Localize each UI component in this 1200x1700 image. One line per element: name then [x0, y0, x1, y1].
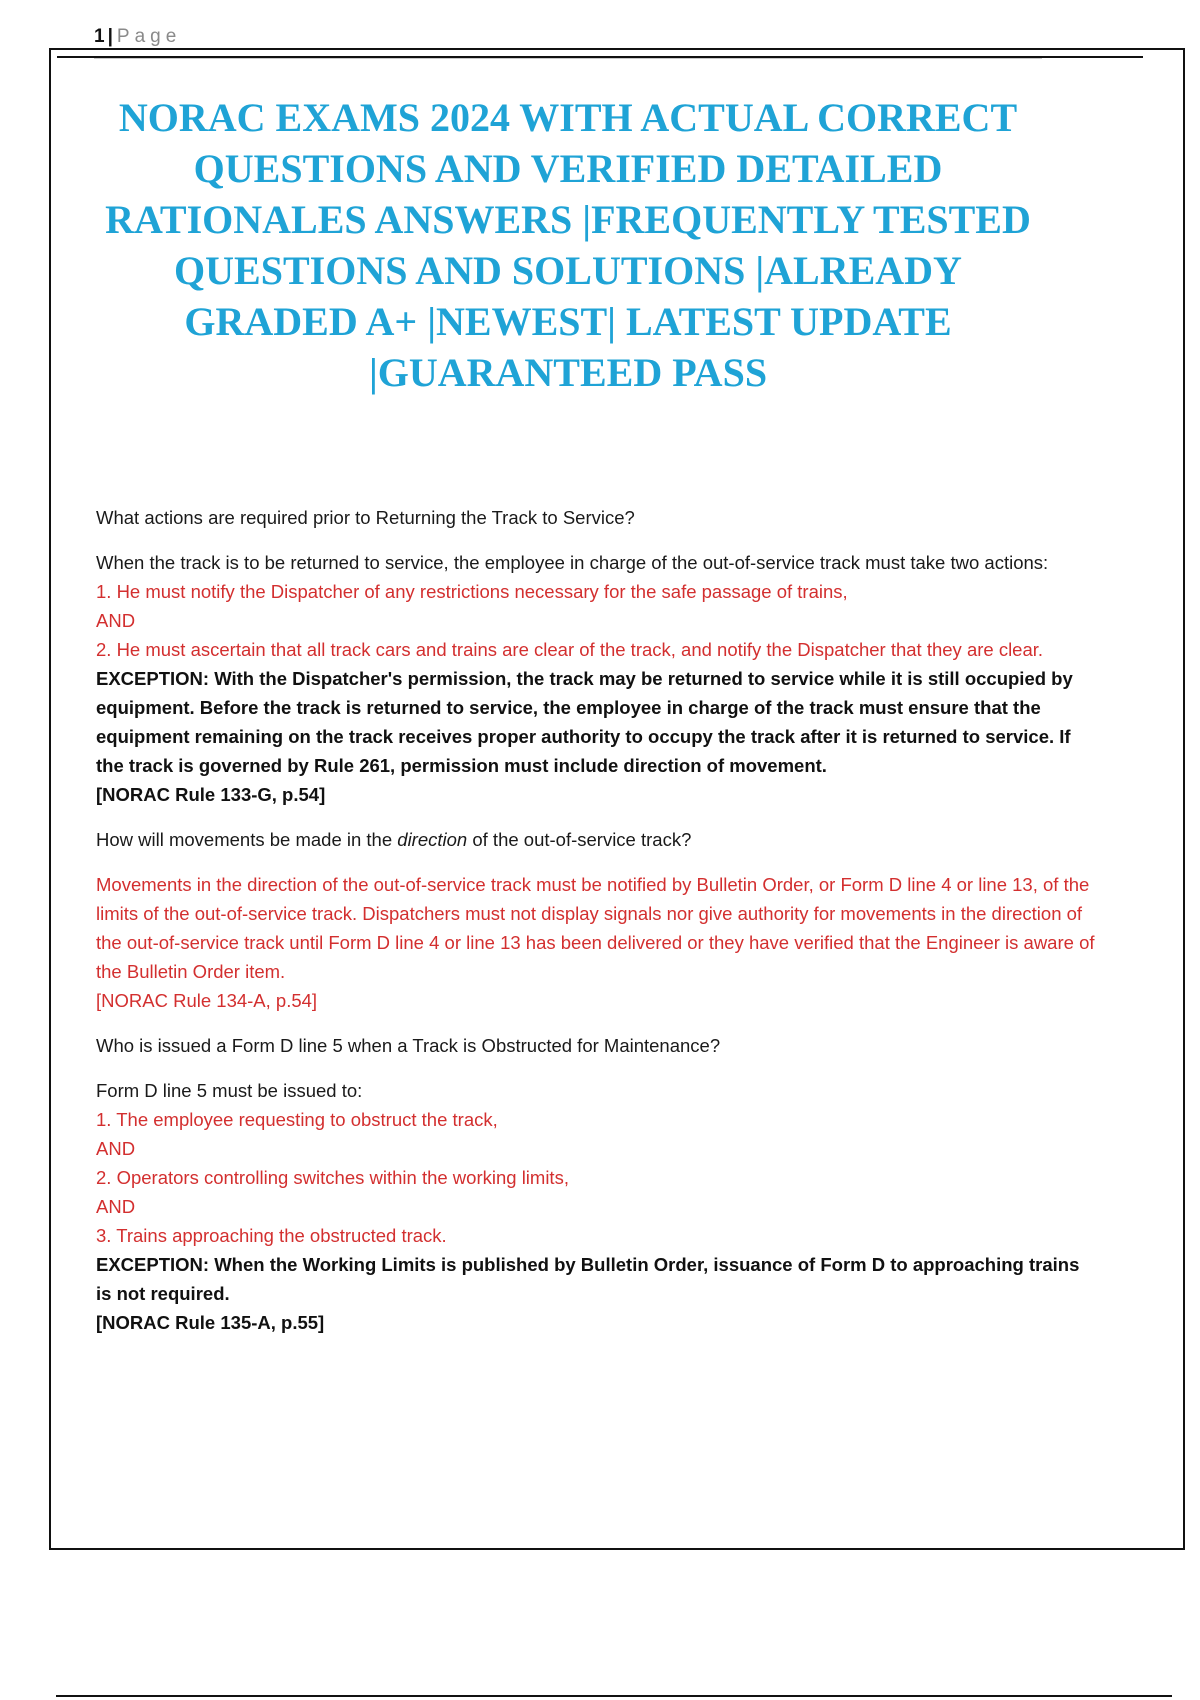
answer-3-line-5: 3. Trains approaching the obstructed track. [96, 1225, 447, 1246]
page-header [94, 26, 1042, 59]
question-3: Who is issued a Form D line 5 when a Track is Obstructed for Maintenance? [96, 1035, 721, 1056]
answer-3-intro: Form D line 5 must be issued to: [96, 1080, 363, 1101]
answer-block-2 [96, 870, 1096, 1015]
answer-2-text: Movements in the direction of the out-of-service track must be notified by Bulletin Order, or Form D line 4 or line 13, of the limits of the out-of-service track. Dispatchers must not display signals nor give authority for movements in the direction of the out-of-service track until Form D line 4 or line 13 has been delivered or they have verified that the Engineer is aware of the Bulletin Order item. [96, 874, 1095, 982]
answer-block-1 [96, 548, 1096, 809]
question-2-text-start: How will movements be made in the [96, 829, 398, 850]
document-title: NORAC EXAMS 2024 WITH ACTUAL CORRECT QUESTIONS AND VERIFIED DETAILED RATIONALES ANSWERS |FREQUENTLY TESTED QUESTIONS AND SOLUTIONS |ALREADY GRADED A+ |NEWEST| LATEST UPDATE |GUARANTEED PASS [105, 95, 1031, 395]
answer-1-line-1: 1. He must notify the Dispatcher of any restrictions necessary for the safe passage of trains, [96, 581, 848, 602]
answer-3-exception: EXCEPTION: When the Working Limits is published by Bulletin Order, issuance of Form D to approaching trains is not required. [96, 1254, 1080, 1304]
question-2-text-end: of the out-of-service track? [467, 829, 692, 850]
question-2-emphasis: direction [397, 829, 468, 850]
document-body [96, 503, 1096, 1353]
question-1: What actions are required prior to Returning the Track to Service? [96, 507, 635, 528]
answer-2-reference: [NORAC Rule 134-A, p.54] [96, 990, 318, 1011]
page-separator: | [107, 26, 113, 47]
answer-1-reference: [NORAC Rule 133-G, p.54] [96, 784, 326, 805]
answer-block-3 [96, 1076, 1096, 1337]
page-label: Page [116, 26, 182, 47]
answer-3-line-4: AND [96, 1196, 136, 1217]
answer-3-reference: [NORAC Rule 135-A, p.55] [96, 1312, 325, 1333]
answer-1-line-3: 2. He must ascertain that all track cars and trains are clear of the track, and notify the Dispatcher that they are clear. [96, 639, 1044, 660]
next-page-edge [56, 1695, 1172, 1697]
answer-1-exception: EXCEPTION: With the Dispatcher's permission, the track may be returned to service while it is still occupied by equipment. Before the track is returned to service, the employee in charge of the track must ensure that the equipment remaining on the track receives proper authority to occupy the track after it is returned to service. If the track is governed by Rule 261, permission must include direction of movement. [96, 668, 1073, 776]
answer-3-line-2: AND [96, 1138, 136, 1159]
answer-1-line-2: AND [96, 610, 136, 631]
question-2 [96, 825, 1096, 854]
page-number: 1 [94, 26, 105, 47]
answer-1-intro: When the track is to be returned to service, the employee in charge of the out-of-service track must take two actions: [96, 552, 1049, 573]
answer-3-line-1: 1. The employee requesting to obstruct the track, [96, 1109, 498, 1130]
answer-3-line-3: 2. Operators controlling switches within the working limits, [96, 1167, 569, 1188]
